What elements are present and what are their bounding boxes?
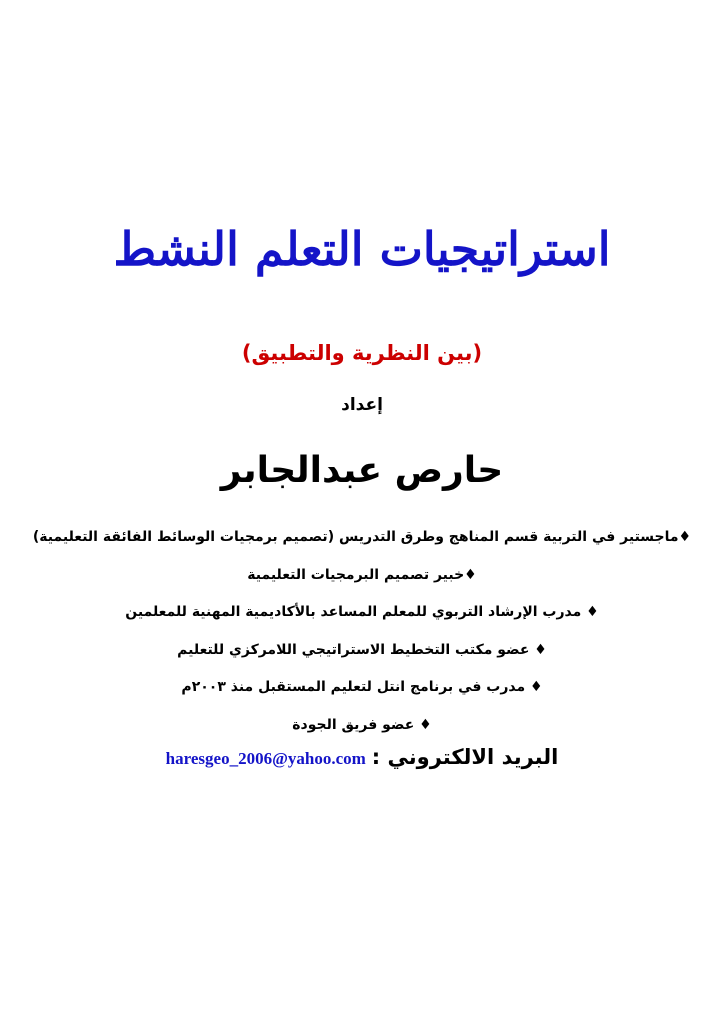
credential-item: ♦خبير تصميم البرمجيات التعليمية — [247, 566, 477, 583]
credential-item: ♦ عضو فريق الجودة — [292, 716, 432, 733]
email-line — [0, 745, 724, 769]
email-address[interactable]: haresgeo_2006@yahoo.com — [165, 749, 366, 768]
credential-item: ♦ عضو مكتب التخطيط الاستراتيجي اللامركزي للتعليم — [177, 641, 547, 658]
prepared-by-label: إعداد — [341, 395, 383, 415]
document-subtitle: (بين النظرية والتطبيق) — [241, 341, 483, 365]
author-name: حارص عبدالجابر — [220, 450, 504, 491]
document-title: استراتيجيات التعلم النشط — [113, 222, 611, 276]
credential-item: ♦ مدرب الإرشاد التربوي للمعلم المساعد بالأكاديمية المهنية للمعلمين — [125, 604, 599, 621]
credential-item: ♦ماجستير في التربية قسم المناهج وطرق التدريس (تصميم برمجيات الوسائط الفائقة التعليمية) — [32, 529, 692, 545]
credential-item: ♦ مدرب في برنامج انتل لتعليم المستقبل منذ ٢٠٠٣م — [181, 679, 543, 696]
email-label: البريد الالكتروني : — [371, 745, 559, 769]
credentials-list — [0, 519, 724, 745]
